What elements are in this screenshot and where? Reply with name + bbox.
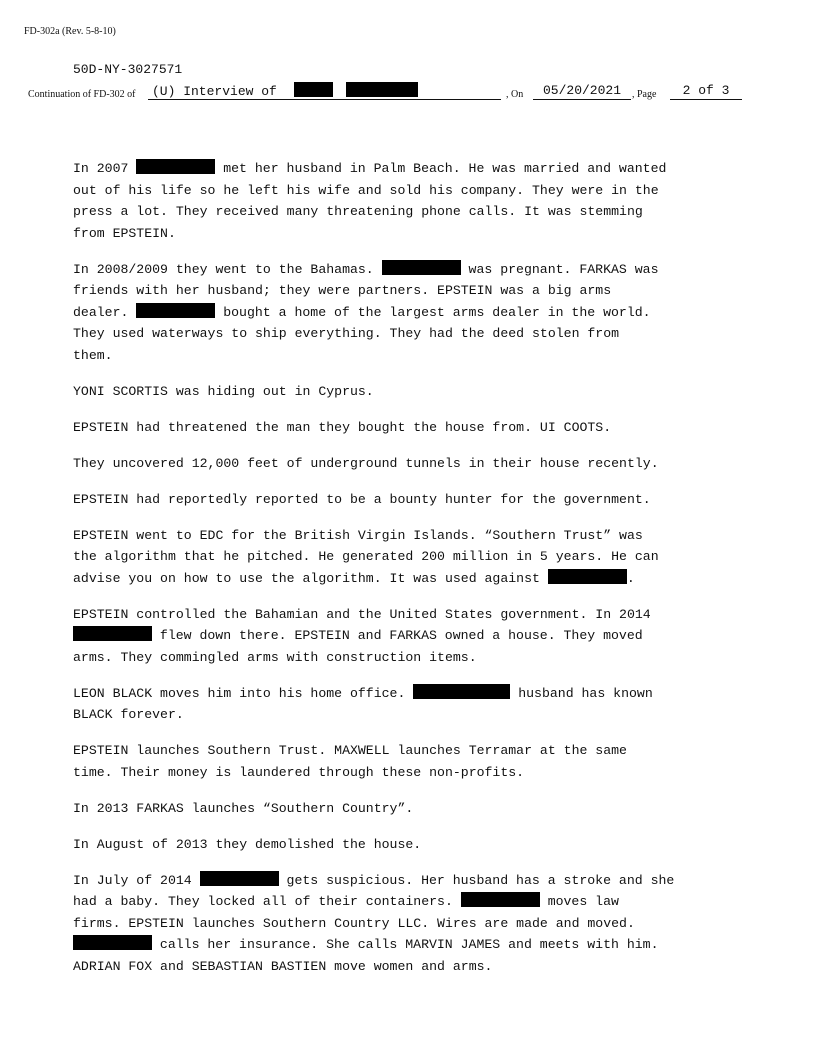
paragraph — [73, 870, 753, 978]
paragraph — [73, 453, 753, 475]
paragraph — [73, 740, 753, 783]
paragraph-text: moves law firms. EPSTEIN launches Southern Country LLC. Wires are made and moved. — [73, 894, 635, 931]
paragraph-text: EPSTEIN went to EDC for the British Virgin Islands. “Southern Trust” was the algorithm that he pitched. He generated 200 million in 5 years. He can advise you on how to use the algorithm. It was used against — [73, 527, 659, 586]
paragraph-text: EPSTEIN launches Southern Trust. MAXWELL launches Terramar at the same time. Their money is laundered through these non-profits. — [73, 743, 627, 780]
continuation-row — [28, 82, 748, 102]
redaction-block — [294, 82, 333, 97]
redaction-block — [461, 892, 540, 907]
paragraph — [73, 489, 753, 511]
interview-subject-field — [148, 82, 501, 100]
paragraph — [73, 604, 753, 669]
paragraph-text: husband has known BLACK forever. — [73, 685, 653, 722]
redaction-block — [548, 569, 627, 584]
case-number: 50D-NY-3027571 — [73, 62, 183, 77]
paragraph-text: In 2008/2009 they went to the Bahamas. — [73, 261, 382, 277]
paragraph-text: EPSTEIN had reportedly reported to be a bounty hunter for the government. — [73, 491, 651, 507]
paragraph-text: bought a home of the largest arms dealer in the world. They used waterways to ship everything. They had the deed stolen from them. — [73, 304, 651, 363]
page-field — [670, 82, 742, 100]
on-label: , On — [506, 89, 524, 100]
paragraph-text: EPSTEIN controlled the Bahamian and the United States government. In 2014 — [73, 606, 651, 622]
paragraph — [73, 259, 753, 367]
paragraph-text: gets suspicious. Her husband has a stroke and she had a baby. They locked all of their containers. — [73, 872, 675, 909]
paragraph-text: flew down there. EPSTEIN and FARKAS owned a house. They moved arms. They commingled arms with construction items. — [73, 628, 643, 665]
paragraph — [73, 417, 753, 439]
redaction-block — [413, 684, 510, 699]
paragraph-text: met her husband in Palm Beach. He was married and wanted out of his life so he left his wife and sold his company. They were in the press a lot. They received many threatening phone calls. It was stemming from EPSTEIN. — [73, 161, 667, 241]
interview-of-text: (U) Interview of — [152, 84, 277, 99]
paragraph-text: In July of 2014 — [73, 872, 200, 888]
paragraph — [73, 683, 753, 726]
paragraph-text: YONI SCORTIS was hiding out in Cyprus. — [73, 383, 374, 399]
date-field — [533, 82, 631, 100]
paragraph-text: In 2007 — [73, 161, 137, 176]
page-number: 2 of 3 — [682, 83, 730, 98]
paragraph — [73, 834, 753, 856]
paragraph-text: LEON BLACK moves him into his home office. — [73, 685, 414, 701]
paragraph-text: EPSTEIN had threatened the man they bought the house from. UI COOTS. — [73, 419, 612, 435]
redaction-block — [200, 871, 279, 886]
redaction-block — [136, 303, 215, 318]
paragraph-text: was pregnant. FARKAS was friends with her husband; they were partners. EPSTEIN was a big arms dealer. — [73, 261, 659, 320]
redaction-block — [136, 159, 215, 174]
paragraph — [73, 158, 753, 244]
paragraph-text: . — [626, 570, 635, 586]
interview-date: 05/20/2021 — [542, 83, 621, 98]
redaction-block — [346, 82, 418, 97]
continuation-label: Continuation of FD-302 of — [28, 89, 136, 100]
page-label: , Page — [632, 89, 657, 100]
redaction-block — [382, 260, 461, 275]
paragraph-text: calls her insurance. She calls MARVIN JAMES and meets with him. ADRIAN FOX and SEBASTIAN BASTIEN move women and arms. — [73, 937, 659, 974]
paragraph-text: They uncovered 12,000 feet of underground tunnels in their house recently. — [73, 455, 659, 471]
redaction-block — [73, 626, 152, 641]
paragraph — [73, 381, 753, 403]
paragraph — [73, 525, 753, 590]
redaction-block — [73, 935, 152, 950]
paragraph — [73, 798, 753, 820]
document-body — [73, 158, 753, 992]
form-id: FD-302a (Rev. 5-8-10) — [24, 26, 116, 37]
paragraph-text: In 2013 FARKAS launches “Southern Country”. — [73, 800, 414, 816]
paragraph-text: In August of 2013 they demolished the house. — [73, 836, 422, 852]
